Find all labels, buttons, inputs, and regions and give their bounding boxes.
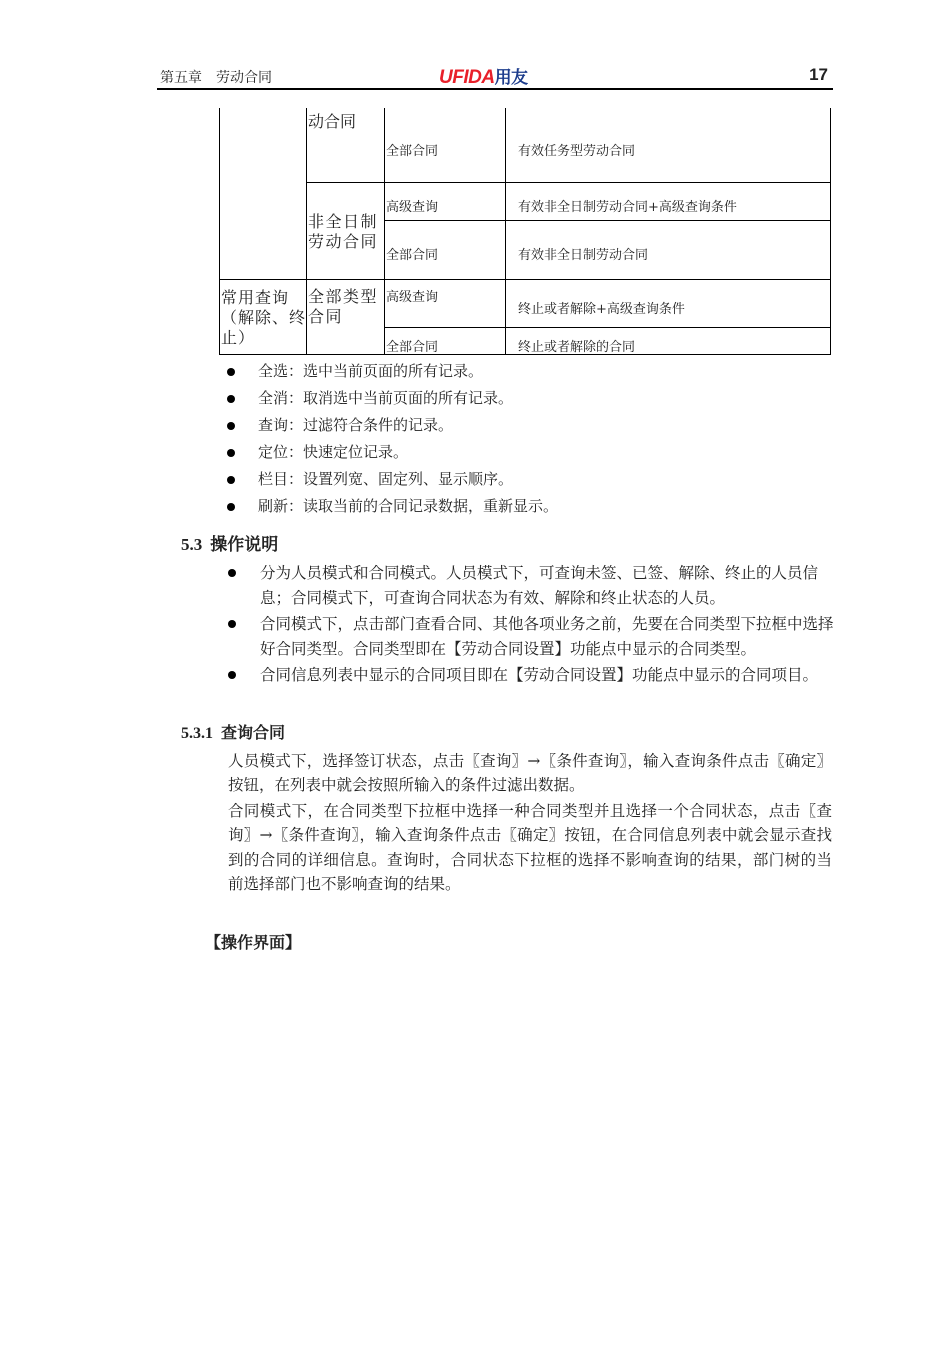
page-header (157, 62, 833, 88)
table-line (306, 182, 831, 183)
table-line (219, 279, 831, 280)
list-item: 刷新：读取当前的合同记录数据，重新显示。 (224, 493, 844, 520)
row4-query: 高级查询 (386, 290, 439, 305)
row2-query: 高级查询 (386, 200, 439, 215)
ufida-logo (439, 63, 528, 89)
row3-query: 全部合同 (386, 248, 439, 263)
list-item: 合同信息列表中显示的合同项目即在【劳动合同设置】功能点中显示的合同项目。 (224, 663, 834, 688)
section-heading-5-3-1: 5.3.1 查询合同 (181, 723, 286, 742)
list-item: 定位：快速定位记录。 (224, 439, 844, 466)
bullet-icon (227, 476, 235, 484)
list-item: 栏目：设置列宽、固定列、显示顺序。 (224, 466, 844, 493)
bullet-icon (227, 449, 235, 457)
subgroup-parttime: 非全日制劳动合同 (308, 212, 379, 251)
subgroup-alltypes: 全部类型合同 (308, 287, 379, 326)
operation-ui-label: 【操作界面】 (205, 933, 302, 952)
table-line (219, 108, 220, 355)
row1-desc: 有效任务型劳动合同 (518, 144, 636, 159)
paragraph-contract-mode: 合同模式下，在合同类型下拉框中选择一种合同类型并且选择一个合同状态，点击〖查询〗→〖条件查询〗，输入查询条件点击〖确定〗按钮，在合同信息列表中就会显示查找到的合同的详细信息。查询时，合同状态下拉框的选择不影响查询的结果，部门树的当前选择部门也不影响查询的结果。 (228, 802, 832, 893)
group-top-label: 动合同 (308, 112, 357, 131)
list-item: 全选：选中当前页面的所有记录。 (224, 358, 844, 385)
chapter-title: 第五章 劳动合同 (160, 70, 272, 86)
bullet-icon (228, 620, 236, 628)
group-common-query: 常用查询（解除、终止） (221, 288, 307, 347)
table-line (830, 108, 831, 355)
table-line (384, 327, 831, 328)
list-item: 合同模式下，点击部门查看合同、其他各项业务之前，先要在合同类型下拉框中选择好合同类型。合同类型即在【劳动合同设置】功能点中显示的合同类型。 (224, 612, 834, 661)
list-item: 查询：过滤符合条件的记录。 (224, 412, 844, 439)
logo-latin: UFIDA (439, 67, 495, 88)
paragraph-person-mode: 人员模式下，选择签订状态，点击〖查询〗→〖条件查询〗，输入查询条件点击〖确定〗按钮，在列表中就会按照所输入的条件过滤出数据。 (228, 752, 832, 795)
bullet-icon (227, 395, 235, 403)
section-heading-5-3: 5.3 操作说明 (181, 535, 279, 555)
row3-desc: 有效非全日制劳动合同 (518, 248, 649, 263)
list-item: 分为人员模式和合同模式。人员模式下，可查询未签、已签、解除、终止的人员信息；合同模式下，可查询合同状态为有效、解除和终止状态的人员。 (224, 561, 834, 610)
bullet-icon (227, 368, 235, 376)
bullet-icon (228, 569, 236, 577)
header-rule (157, 88, 833, 90)
row5-desc: 终止或者解除的合同 (518, 340, 636, 355)
page-number: 17 (809, 65, 828, 84)
bullet-icon (228, 671, 236, 679)
bullet-icon (227, 422, 235, 430)
row1-query: 全部合同 (386, 144, 439, 159)
query-table (219, 108, 831, 355)
row2-desc: 有效非全日制劳动合同+高级查询条件 (518, 200, 737, 215)
table-line (384, 220, 831, 221)
logo-cn: 用友 (494, 68, 528, 87)
bullet-icon (227, 503, 235, 511)
toolbar-function-list (224, 358, 844, 520)
list-item: 全消：取消选中当前页面的所有记录。 (224, 385, 844, 412)
row5-query: 全部合同 (386, 340, 439, 355)
operation-notes (224, 561, 834, 690)
table-line (505, 108, 506, 355)
row4-desc: 终止或者解除+高级查询条件 (518, 302, 685, 317)
